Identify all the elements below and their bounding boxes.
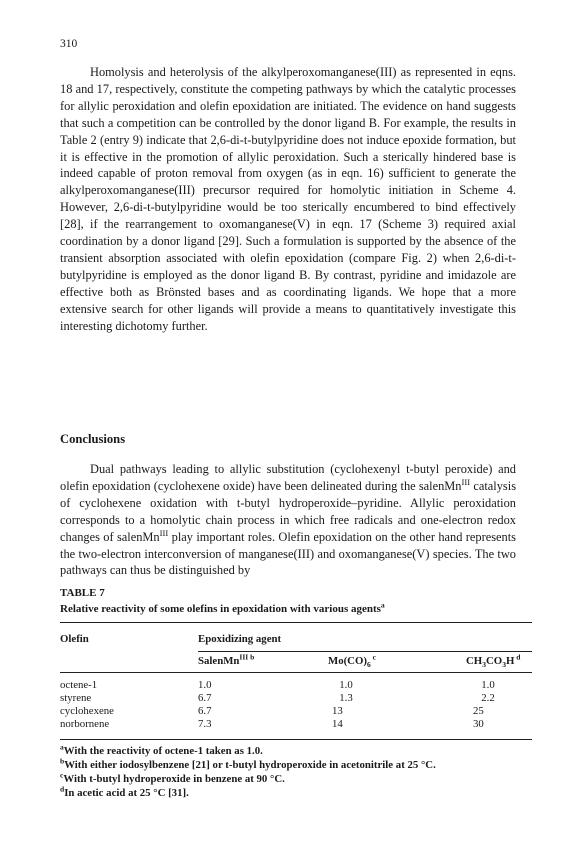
superscript: III (461, 476, 471, 487)
table-top-rule (60, 622, 532, 623)
value-cell: 1.0 (339, 679, 353, 691)
superscript: III (159, 527, 169, 538)
olefin-cell: norbornene (60, 718, 110, 730)
header-sup: c (370, 652, 377, 662)
footnote-mark: d (60, 784, 65, 794)
column-header-salenmn (198, 652, 255, 667)
paragraph-text (60, 461, 516, 579)
section-heading: Conclusions (60, 432, 126, 446)
header-text: H (505, 655, 515, 667)
olefin-cell: cyclohexene (60, 705, 114, 717)
value-cell: 13 (332, 705, 343, 717)
table-caption (60, 600, 385, 615)
paragraph-text: Homolysis and heterolysis of the alkylperoxomanganese(III) as represented in eqns. 18 and 17, respectively, constitute the competing pathways by which the catalytic processes for allylic peroxidation and olefin epoxidation are initiated. The evidence on hand suggests that such a competition can be controlled by the donor ligand B. For example, the results in Table 2 (entry 9) indicate that 2,6-di-t-butylpyridine does not induce epoxide formation, but it is effective in the promotion of allylic peroxidation. Such a sterically hindered base is indeed capable of proton removal from oxygen (as in eqn. 16) sufficient to generate the alkylperoxomanganese(III) precursor required for homolytic initiation in Scheme 4. However, 2,6-di-t-butylpyridine would be too sterically encumbered to bind effectively [28], if the rearrangement to oxomanganese(V) in eqn. 17 (Scheme 3) required axial coordination by a donor ligand [29]. Such a formulation is supported by the absence of the transient absorption associated with olefin epoxidation (compare Fig. 2) when 2,6-di-t-butylpyridine is employed as the donor ligand B. By contrast, pyridine and imidazole are effective both as Brönsted bases and as coordinating ligands. We hope that a more extensive search for other ligands will provide a means to quantitatively investigate this interesting dichotomy further. (60, 65, 516, 333)
value-cell: 25 (473, 705, 484, 717)
value-cell: 1.0 (481, 679, 495, 691)
footnote-text: With t-butyl hydroperoxide in benzene at 90 °C. (63, 773, 285, 785)
header-sup: d (514, 652, 521, 662)
table-bottom-rule (60, 739, 532, 740)
header-sup: III b (239, 652, 255, 662)
caption-text: Relative reactivity of some olefins in epoxidation with various agents (60, 603, 381, 615)
footnote-mark: c (60, 770, 64, 780)
footnote-mark: b (60, 756, 65, 766)
footnote-text: With either iodosylbenzene [21] or t-butyl hydroperoxide in acetonitrile at 25 °C. (64, 759, 436, 771)
value-cell: 7.3 (198, 718, 212, 730)
header-text: SalenMn (198, 655, 240, 667)
paragraph-part: play important roles. Olefin epoxidation on the other hand represents the two-electron interconversion of manganese(III) and oxomanganese(V) species. The two pathways can thus be distinguished by (60, 529, 516, 578)
column-header-olefin: Olefin (60, 633, 89, 645)
table-label: TABLE 7 (60, 587, 105, 599)
header-text: Mo(CO) (328, 655, 367, 667)
footnote-text: In acetic acid at 25 °C [31]. (64, 787, 189, 799)
table-footnote (60, 784, 189, 799)
value-cell: 1.3 (339, 692, 353, 704)
olefin-cell: octene-1 (60, 679, 98, 691)
value-cell: 2.2 (481, 692, 495, 704)
olefin-cell: styrene (60, 692, 92, 704)
body-paragraph-2 (60, 461, 516, 579)
value-cell: 6.7 (198, 692, 212, 704)
column-group-header: Epoxidizing agent (198, 633, 282, 645)
footnote-text: With the reactivity of octene-1 taken as 1.0. (63, 745, 263, 757)
header-sub: 3 (482, 660, 486, 670)
paragraph-part: Dual pathways leading to allylic substitution (cyclohexenyl t-butyl peroxide) and olefin epoxidation (cyclohexene oxide) have been delineated during the salenMn (60, 462, 516, 493)
body-paragraph-1 (60, 64, 516, 335)
table-footnote (60, 742, 263, 757)
column-header-moco6 (328, 652, 377, 670)
value-cell: 1.0 (198, 679, 212, 691)
value-cell: 14 (332, 718, 343, 730)
caption-footnote-mark: a (380, 600, 385, 610)
table-header-rule (60, 672, 532, 673)
page-number: 310 (60, 38, 78, 50)
table-footnote (60, 756, 436, 771)
footnote-mark: a (60, 742, 64, 752)
table-footnote (60, 770, 285, 785)
header-text: CO (485, 655, 503, 667)
value-cell: 30 (473, 718, 484, 730)
value-cell: 6.7 (198, 705, 212, 717)
column-header-peracetic (466, 652, 521, 670)
header-text: CH (466, 655, 483, 667)
header-sub: 3 (502, 660, 506, 670)
header-sub: 6 (366, 660, 371, 670)
paragraph-part: catalysis of cyclohexene oxidation with t-butyl hydroperoxide–pyridine. Allylic peroxidation corresponds to a homolytic chain process in which free radicals and one-electron redox changes of salenMn (60, 478, 517, 544)
